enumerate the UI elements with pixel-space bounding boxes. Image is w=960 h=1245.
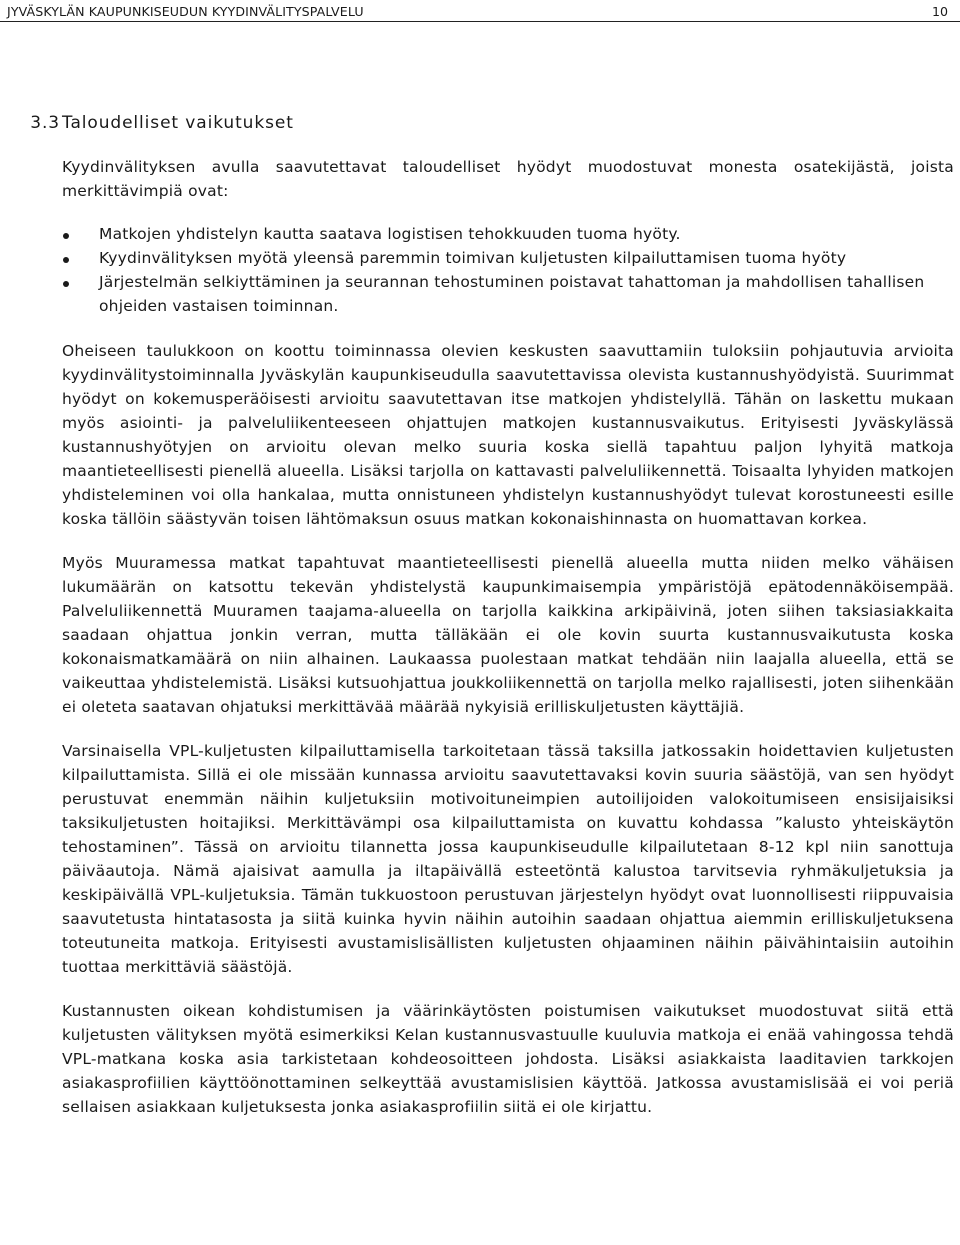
bullet-text: Järjestelmän selkiyttäminen ja seurannan tehostuminen poistavat tahattoman ja mahdollisen tahallisen ohjeiden vastaisen toiminnan. xyxy=(99,273,925,315)
page-content xyxy=(30,110,954,1119)
bullet-text: Kyydinvälityksen myötä yleensä paremmin toimivan kuljetusten kilpailuttamisen tuoma hyöty xyxy=(99,249,847,267)
benefit-bullet-list xyxy=(62,222,954,318)
body-paragraph: Kustannusten oikean kohdistumisen ja väärinkäytösten poistumisen vaikutukset muodostuvat siitä että kuljetusten välityksen myötä esimerkiksi Kelan kustannusvastuulle kuuluvia matkoja ei enää vahingossa tehdä VPL-matkana koska asia tarkistetaan kohdeosoitteen johdosta. Lisäksi asiakkaista laaditavien tarkkojen asiakasprofiilien käyttöönottaminen selkeyttää avustamislisien käyttöä. Jatkossa avustamislisää ei voi periä sellaisen asiakkaan kuljetuksesta jonka asiakasprofiilin siitä ei ole kirjattu. xyxy=(62,1002,954,1116)
bullet-item xyxy=(99,270,954,318)
bullet-item xyxy=(99,246,954,270)
intro-paragraph: Kyydinvälityksen avulla saavutettavat taloudelliset hyödyt muodostuvat monesta osatekijästä, joista merkittävimpiä ovat: xyxy=(62,158,954,200)
section-heading xyxy=(30,110,954,136)
bullet-dot-icon xyxy=(63,233,69,239)
body-paragraph: Varsinaisella VPL-kuljetusten kilpailuttamisella tarkoitetaan tässä taksilla jatkossakin hoidettavien kuljetusten kilpailuttamista. Sillä ei ole missään kunnassa arvioitu saavutettavaksi kovin suuria säästöjä, van sen hyödyt perustuvat enemmän näihin kuljetuksiin motivoituneimpien autoilijoiden valokoitumiseen ensisijaisiksi taksikuljetusten hoitajiksi. Merkittävämpi osa kilpailuttamista on kuvattu kohdassa ”kalusto yhteiskäytön tehostaminen”. Tässä on arvioitu tilannetta jossa kaupunkiseudulle kilpailutetaan 8-12 kpl niin sanottuja päiväautoja. Nämä ajaisivat aamulla ja iltapäivällä esteetöntä kalustoa tarvitsevia ryhmäkuljetuksia ja keskipäivällä VPL-kuljetuksia. Tämän tukkuostoon perustuvan järjestelyn hyödyt ovat luonnollisesti riippuvaisia saavutetusta hintatasosta ja siitä kuinka hyvin näihin autoihin saadaan ohjattua aiemmin erilliskuljetuksena toteutuneita matkoja. Erityisesti avustamislisällisten kuljetusten ohjaaminen näihin päivähintaisiin autoihin tuottaa merkittäviä säästöjä. xyxy=(62,742,954,976)
bullet-item xyxy=(99,222,954,246)
section-title: Taloudelliset vaikutukset xyxy=(62,113,294,133)
bullet-dot-icon xyxy=(63,281,69,287)
document-header-title: JYVÄSKYLÄN KAUPUNKISEUDUN KYYDINVÄLITYSPALVELU xyxy=(7,4,364,19)
bullet-text: Matkojen yhdistelyn kautta saatava logistisen tehokkuuden tuoma hyöty. xyxy=(99,225,681,243)
header-divider xyxy=(0,21,960,22)
body-paragraph: Oheiseen taulukkoon on koottu toiminnassa olevien keskusten saavuttamiin tuloksiin pohjautuvia arvioita kyydinvälitystoiminnalla Jyväskylän kaupunkiseudulla saavutettavissa olevista kustannushyödyistä. Suurimmat hyödyt on kokemusperäöisesti arvioitu saavutettavan itse matkojen yhdistelyllä. Tähän on laskettu mukaan myös asiointi- ja palveluliikenteeseen ohjattujen matkojen kustannusvaikutus. Erityisesti Jyväskylässä kustannushyötyjen on arvioitu olevan melko suuria koska siellä tapahtuu paljon lyhyitä matkoja maantieteellisesti pienellä alueella. Lisäksi tarjolla on kattavasti palveluliikennettä. Toisaalta lyhyiden matkojen yhdisteleminen voi olla hankalaa, mutta onnistuneen yhdistelyn kustannushyödyt tulevat korostuneesti esille koska tällöin säästyvän toisen lähtömaksun osuus matkan kokonaishinnasta on huomattavan korkea. xyxy=(62,342,954,528)
bullet-dot-icon xyxy=(63,257,69,263)
running-header xyxy=(0,0,960,24)
section-number: 3.3 xyxy=(30,113,60,133)
body-paragraph: Myös Muuramessa matkat tapahtuvat maantieteellisesti pienellä alueella mutta niiden melko vähäisen lukumäärän on katsottu tekevän yhdistelystä kaupunkimaisempia ympäristöjä epätodennäköisempää. Palveluliikennettä Muuramen taajama-alueella on tarjolla kaikkina arkipäivinä, joten siihen taksiasiakkaita saadaan ohjattua jonkin verran, mutta tälläkään ei ole kovin suurta kustannusvaikutusta koska kokonaismatkamäärä on niin alhainen. Laukaassa puolestaan matkat tehdään niin laajalla alueella, että se vaikeuttaa yhdistelemistä. Lisäksi kutsuohjattua joukkoliikennettä on tarjolla melko rajallisesti, joten siihenkään ei oleteta saatavan ohjatuksi merkittävää määrää nykyisiä erilliskuljetusten käyttäjiä. xyxy=(62,554,954,716)
page-number: 10 xyxy=(931,4,948,19)
